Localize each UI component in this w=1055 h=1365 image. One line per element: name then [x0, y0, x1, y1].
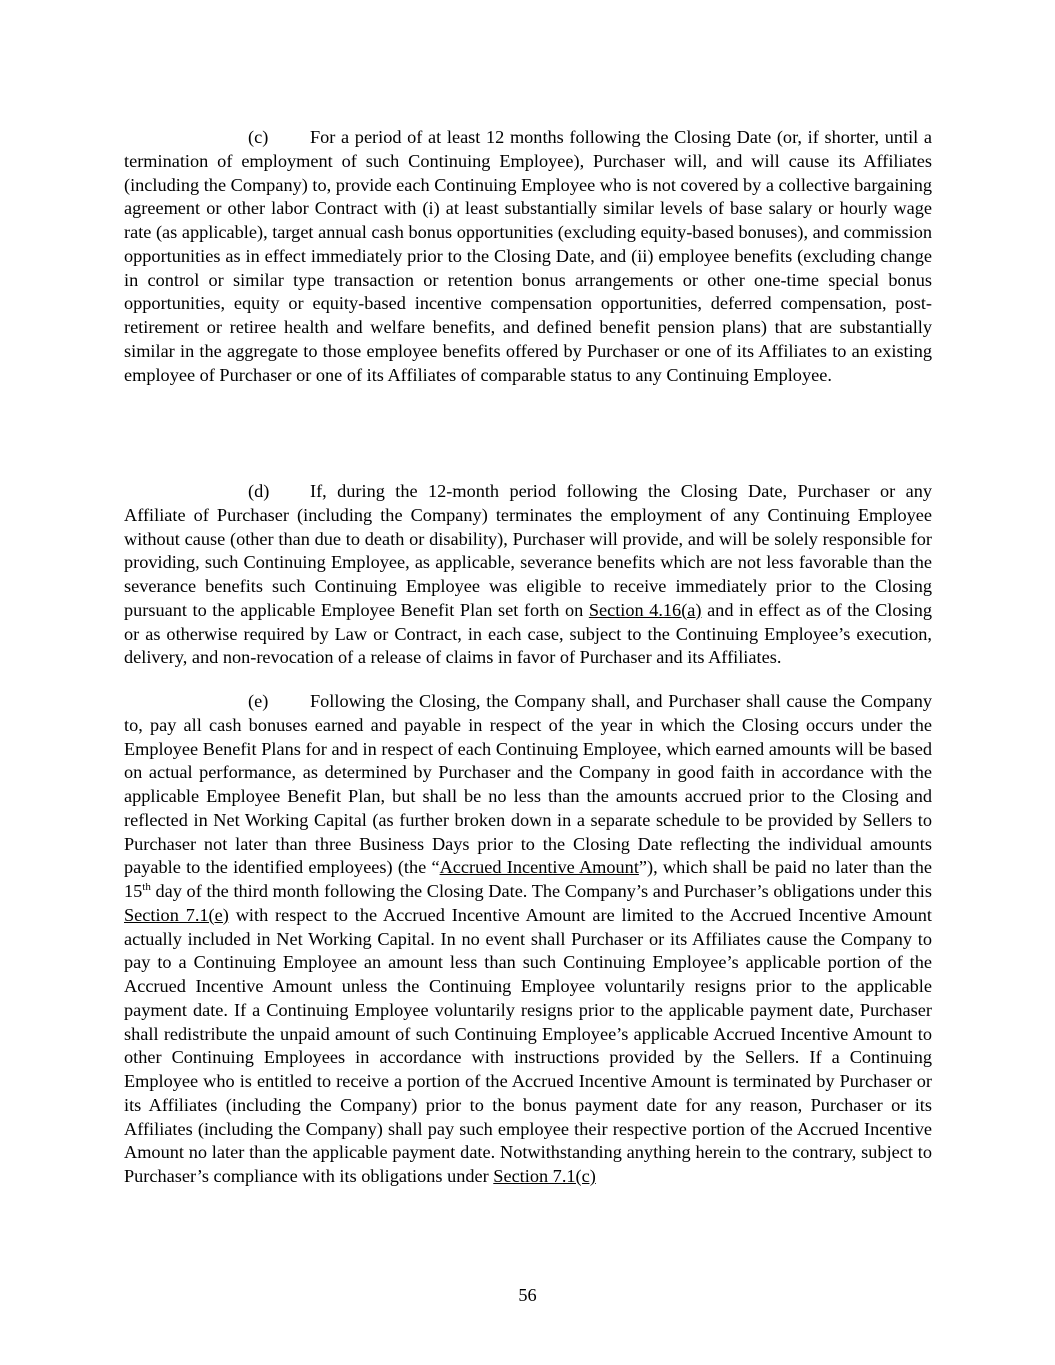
paragraph-e-label: (e): [248, 691, 269, 711]
page-number: 56: [518, 1285, 537, 1305]
paragraph-c-label: (c): [248, 127, 269, 147]
section-7-1c-reference: Section 7.1(c): [493, 1166, 596, 1186]
paragraph-e-text-4: with respect to the Accrued Incentive Amount are limited to the Accrued Incentive Amount actually included in Net Working Capital. In no event shall Purchaser or its Affiliates cause the Company to pay to a Continuing Employee an amount less than such Continuing Employee’s applicable portion of the Accrued Incentive Amount unless the Continuing Employee voluntarily resigns prior to the applicable payment date. If a Continuing Employee voluntarily resigns prior to the applicable payment date, Purchaser shall redistribute the unpaid amount of such Continuing Employee’s applicable Accrued Incentive Amount to other Continuing Employees in accordance with instructions provided by the Sellers. If a Continuing Employee who is entitled to receive a portion of the Accrued Incentive Amount is terminated by Purchaser or its Affiliates (including the Company) prior to the bonus payment date for any reason, Purchaser or its Affiliates (including the Company) shall pay such employee their respective portion of the Accrued Incentive Amount no later than the applicable payment date. Notwithstanding anything herein to the contrary, subject to Purchaser’s compliance with its obligations under: [124, 904, 933, 1186]
paragraph-d-text-2: and in effect as of the Closing or as otherwise required by Law or Contract, in each case, subject to the Continuing Employee’s execution, delivery, and non-revocation of a release of claims in favor of Purchaser and its Affiliates.: [124, 599, 932, 668]
paragraph-e-text-1: Following the Closing, the Company shall, and Purchaser shall cause the Company to, pay all cash bonuses earned and payable in respect of the year in which the Closing occurs under the Employee Benefit Plans for and in respect of each Continuing Employee, which earned amounts will be based on actual performance, as determined by Purchaser and the Company in good faith in accordance with the applicable Employee Benefit Plan, but shall be no less than the amounts accrued prior to the Closing and reflected in Net Working Capital (as further broken down in a separate schedule to be provided by Sellers to Purchaser not later than three Business Days prior to the Closing Date reflecting the individual amounts payable to the identified employees) (the “: [124, 691, 932, 878]
paragraph-d-label: (d): [248, 481, 270, 501]
paragraph-c: [124, 126, 932, 387]
accrued-incentive-amount-defined-term: Accrued Incentive Amount: [439, 857, 639, 878]
paragraph-e-text-3: day of the third month following the Closing Date. The Company’s and Purchaser’s obligations under this: [150, 881, 932, 901]
section-4-16a-reference: Section 4.16(a): [588, 599, 702, 620]
section-7-1e-reference: Section 7.1(e): [124, 904, 229, 925]
paragraph-d: [124, 480, 932, 670]
ordinal-superscript: th: [142, 881, 151, 893]
paragraph-e-text-2: ”), which shall be paid no later than the 15: [124, 857, 932, 901]
paragraph-d-text-1: If, during the 12-month period following the Closing Date, Purchaser or any Affiliate of Purchaser (including the Company) terminates the employment of any Continuing Employee without cause (other than due to death or disability), Purchaser will provide, and will be solely responsible for providing, such Continuing Employee, as applicable, severance benefits which are not less favorable than the severance benefits such Continuing Employee was eligible to receive immediately prior to the Closing pursuant to the applicable Employee Benefit Plan set forth on: [124, 481, 932, 620]
paragraph-c-text: For a period of at least 12 months following the Closing Date (or, if shorter, until a termination of employment of such Continuing Employee), Purchaser will, and will cause its Affiliates (including the Company) to, provide each Continuing Employee who is not covered by a collective bargaining agreement or other labor Contract with (i) at least substantially similar levels of base salary or hourly wage rate (as applicable), target annual cash bonus opportunities (excluding equity-based bonuses), and commission opportunities as in effect immediately prior to the Closing Date, and (ii) employee benefits (excluding change in control or similar type transaction or retention bonus arrangements or other one-time special bonus opportunities, equity or equity-based incentive compensation opportunities, deferred compensation, post-retirement or retiree health and welfare benefits, and defined benefit pension plans) that are substantially similar in the aggregate to those employee benefits offered by Purchaser or one of its Affiliates to an existing employee of Purchaser or one of its Affiliates of comparable status to any Continuing Employee.: [124, 127, 932, 385]
paragraph-e: [124, 690, 932, 1189]
